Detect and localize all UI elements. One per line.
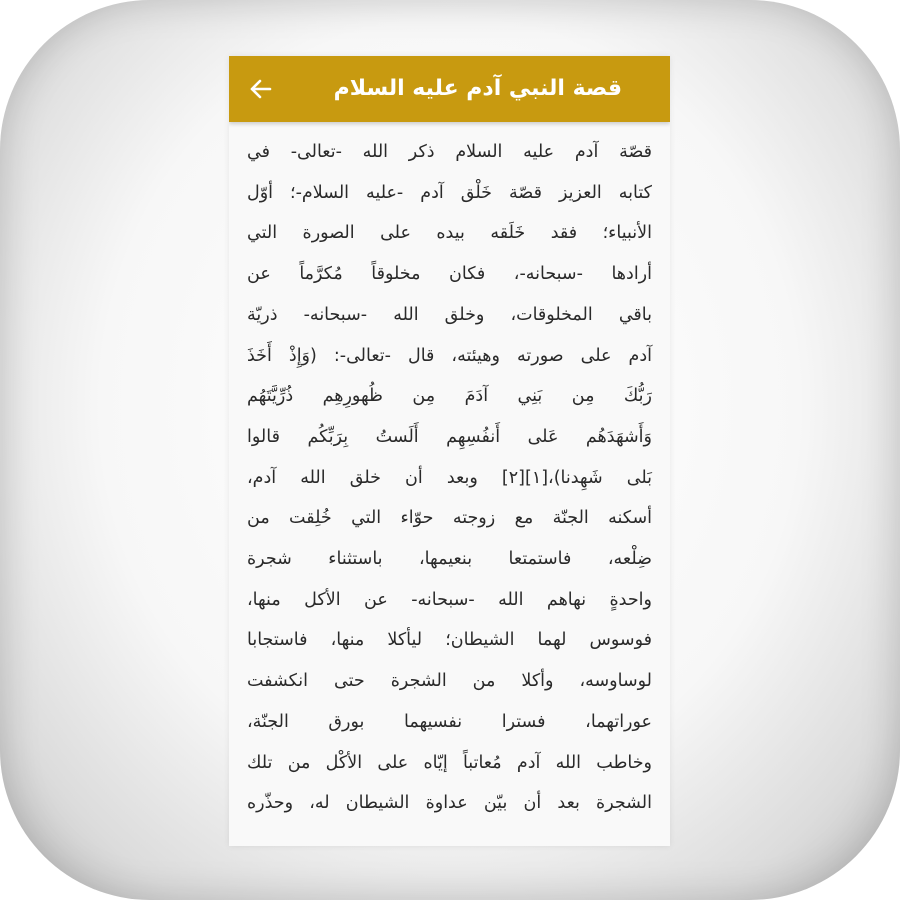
article-line: آدم على صورته وهيئته، قال -تعالى-: (وَإِذْ أَخَذَ: [247, 345, 652, 366]
article-line: أرادها -سبحانه-، فكان مخلوقاً مُكرَّماً عن: [247, 264, 652, 285]
page-title: قصة النبي آدم عليه السلام: [333, 76, 622, 101]
article-text: [229, 122, 670, 824]
article-line: بَلى شَهِدنا)،[١][٢] وبعد أن خلق الله آدم،: [247, 467, 652, 488]
article-line: أسكنه الجنّة مع زوجته حوّاء التي خُلِقت من: [247, 508, 652, 529]
article-line: قصّة آدم عليه السلام ذكر الله -تعالى- في: [247, 142, 652, 162]
article-line: كتابه العزيز قصّة خَلْق آدم -عليه السلام-؛ أوّل: [247, 182, 652, 203]
article-line: رَبُّكَ مِن بَنِي آدَمَ مِن ظُهورِهِم ذُرِّيَّتَهُم: [247, 386, 652, 407]
article-line: لوساوسه، وأكلا من الشجرة حتى انكشفت: [247, 671, 652, 692]
article-scroll-area[interactable]: [229, 122, 670, 846]
app-bar: [229, 56, 670, 122]
article-line: وخاطب الله آدم مُعاتباً إيّاه على الأكْل من تلك: [247, 752, 652, 773]
article-line: واحدةٍ نهاهم الله -سبحانه- عن الأكل منها،: [247, 589, 652, 610]
back-button[interactable]: [245, 73, 277, 105]
article-line: الأنبياء؛ فقد خَلَقه بيده على الصورة التي: [247, 223, 652, 244]
screen: [229, 56, 670, 846]
article-line: عوراتهما، فسترا نفسيهما بورق الجنّة،: [247, 711, 652, 732]
article-line: وَأَشهَدَهُم عَلى أَنفُسِهِم أَلَستُ بِرَبِّكُم قالوا: [247, 426, 652, 447]
arrow-back-icon: [245, 73, 277, 105]
article-line: فوسوس لهما الشيطان؛ ليأكلا منها، فاستجابا: [247, 630, 652, 651]
article-line: ضِلْعه، فاستمتعا بنعيمها، باستثناء شجرة: [247, 549, 652, 570]
article-line: الشجرة بعد أن بيّن عداوة الشيطان له، وحذّره: [247, 793, 652, 814]
article-line: باقي المخلوقات، وخلق الله -سبحانه- ذريّة: [247, 304, 652, 325]
